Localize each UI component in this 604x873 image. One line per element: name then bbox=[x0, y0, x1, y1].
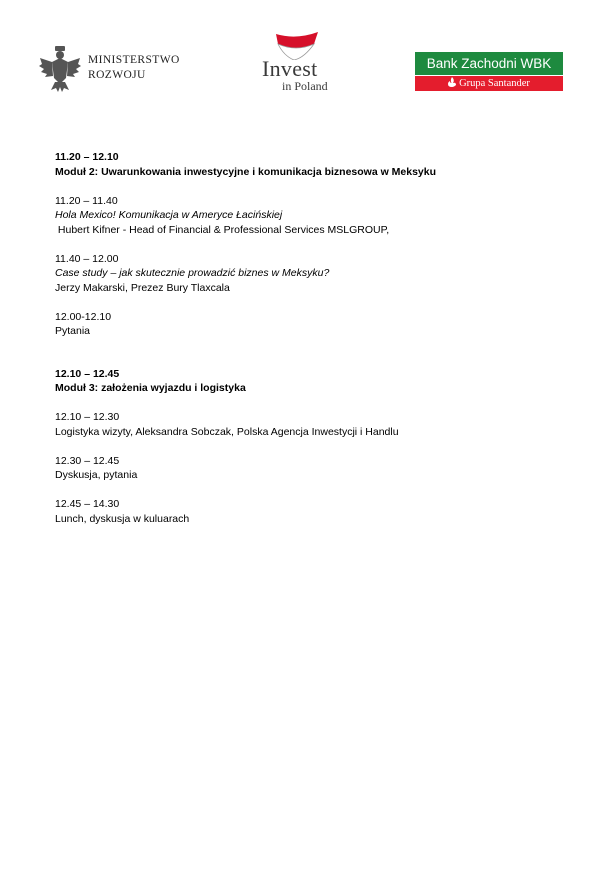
ministry-logo bbox=[38, 44, 188, 94]
item-detail: Pytania bbox=[55, 325, 91, 337]
item-time: 12.30 – 12.45 bbox=[55, 454, 120, 467]
item-title: Case study – jak skutecznie prowadzić biznes w Meksyku? bbox=[55, 267, 330, 279]
item-time: 12.00-12.10 bbox=[55, 310, 112, 323]
bank-logo bbox=[415, 52, 563, 91]
item-detail: Jerzy Makarski, Prezez Bury Tlaxcala bbox=[55, 281, 230, 294]
ministry-line2: ROZWOJU bbox=[88, 69, 146, 81]
ministry-name bbox=[88, 53, 180, 83]
bank-group-bar bbox=[415, 76, 563, 91]
item-time: 11.20 – 11.40 bbox=[55, 194, 118, 207]
item-time: 11.40 – 12.00 bbox=[55, 252, 119, 265]
item-detail: Lunch, dyskusja w kuluarach bbox=[55, 512, 190, 525]
invest-in-poland-logo bbox=[258, 30, 348, 94]
santander-flame-icon bbox=[448, 77, 456, 87]
ministry-line1: MINISTERSTWO bbox=[88, 54, 180, 66]
invest-subtitle: in Poland bbox=[282, 79, 328, 93]
module2-time: 11.20 – 12.10 bbox=[55, 151, 119, 163]
item-detail: Logistyka wizyty, Aleksandra Sobczak, Polska Agencja Inwestycji i Handlu bbox=[55, 425, 399, 438]
module3-time: 12.10 – 12.45 bbox=[55, 367, 120, 380]
item-time: 12.45 – 14.30 bbox=[55, 498, 120, 510]
invest-word: Invest bbox=[262, 56, 318, 81]
item-detail: Hubert Kifner - Head of Financial & Professional Services MSLGROUP, bbox=[55, 223, 390, 236]
item-title: Hola Mexico! Komunikacja w Ameryce Łacińskiej bbox=[55, 209, 283, 221]
polish-eagle-icon bbox=[38, 44, 82, 94]
item-detail: Dyskusja, pytania bbox=[55, 469, 138, 481]
agenda bbox=[55, 150, 575, 526]
module3-title: Moduł 3: założenia wyjazdu i logistyka bbox=[55, 382, 246, 394]
item-time: 12.10 – 12.30 bbox=[55, 411, 120, 423]
module2-title: Moduł 2: Uwarunkowania inwestycyjne i komunikacja biznesowa w Meksyku bbox=[55, 165, 437, 178]
bank-group-label: Grupa Santander bbox=[459, 78, 530, 89]
bank-name: Bank Zachodni WBK bbox=[415, 52, 563, 75]
